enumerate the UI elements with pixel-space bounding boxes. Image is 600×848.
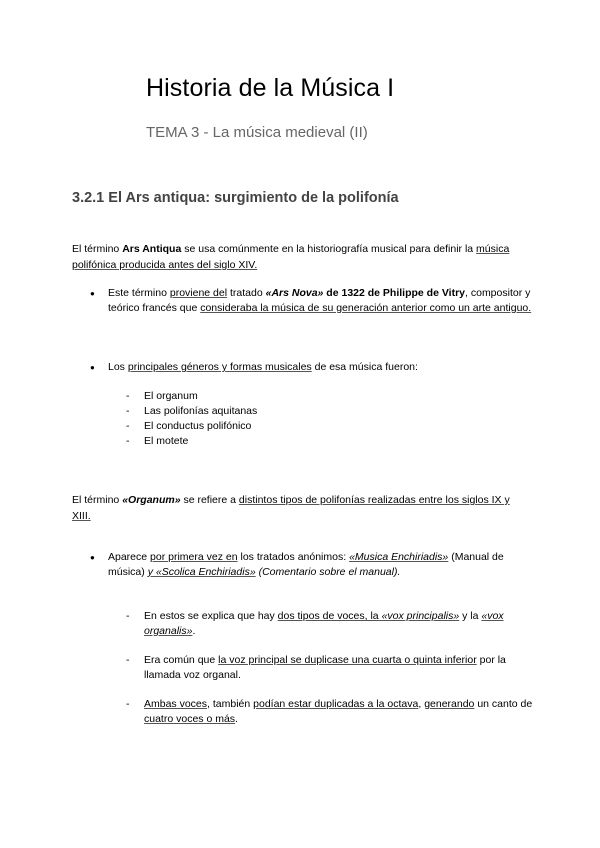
term-ars-nova: «Ars Nova» (265, 287, 324, 299)
text: por la llamada voz organal. (144, 654, 506, 681)
dash-item-1 (126, 609, 534, 639)
document-title: Historia de la Música I (146, 74, 395, 102)
document-subtitle: TEMA 3 - La música medieval (II) (146, 124, 368, 141)
underlined-text: distintos tipos de polifonías realizadas entre los siglos IX y XIII. (72, 494, 510, 522)
text: los tratados anónimos: (237, 551, 350, 563)
underlined-text: principales géneros y formas musicales (127, 361, 312, 373)
underlined-text: dos tipos de voces, la (277, 610, 382, 622)
underlined-text: Ambas voces (144, 698, 208, 710)
underlined-text: proviene del (169, 287, 228, 299)
section-heading: 3.2.1 El Ars antiqua: surgimiento de la polifonía (72, 190, 399, 206)
bold-text: de 1322 de Philippe de Vitry (323, 287, 466, 299)
text: Aparece (108, 551, 151, 563)
list-item (126, 697, 534, 727)
text: se usa comúnmente en la historiografía musical para definir la (181, 243, 477, 255)
list-item (92, 550, 532, 580)
paragraph-ars-antiqua (72, 241, 530, 273)
text: (Manual de música) (108, 551, 504, 578)
dash-item-2 (126, 653, 534, 683)
list-item (126, 609, 534, 639)
underlined-text: música polifónica producida antes del siglo XIV. (72, 243, 510, 271)
underlined-text: generando (424, 698, 475, 710)
bullet-list-1 (92, 286, 532, 316)
bullet-list-3 (92, 550, 532, 580)
list-item (126, 653, 534, 683)
term-organum: «Organum» (122, 494, 181, 506)
list-item (92, 286, 532, 316)
list-item: - Las polifonías aquitanas (126, 404, 534, 419)
term-vox-organalis: «vox organalis» (144, 610, 504, 637)
underlined-text: consideraba la música de su generación anterior como un arte antiguo. (200, 302, 532, 314)
underlined-text: por primera vez en (150, 551, 238, 563)
paragraph-organum (72, 492, 530, 524)
list-item (92, 360, 532, 375)
text: Este término (108, 287, 170, 299)
text: , compositor y teórico francés que (108, 287, 531, 314)
term-ars-antiqua: Ars Antiqua (122, 243, 182, 255)
treatise-scolica-enchiriadis: y «Scolica Enchiriadis» (147, 566, 256, 578)
text: de esa música fueron: (311, 361, 418, 373)
text: Los (108, 361, 128, 373)
bullet-list-2 (92, 360, 532, 375)
text: un canto de (474, 698, 533, 710)
term-vox-principalis: «vox principalis» (381, 610, 460, 622)
underlined-text: la voz principal se duplicase una cuarta o quinta inferior (218, 654, 477, 666)
text: y la (459, 610, 482, 622)
treatise-musica-enchiriadis: «Musica Enchiriadis» (349, 551, 449, 563)
text: tratado (227, 287, 266, 299)
underlined-text: podían estar duplicadas a la octava (253, 698, 419, 710)
text: El término (72, 494, 123, 506)
italic-text: (Comentario sobre el manual). (255, 566, 401, 578)
text: . (192, 625, 196, 637)
text: , también (207, 698, 254, 710)
dash-item-3 (126, 697, 534, 727)
text: Era común que (144, 654, 219, 666)
list-item: - El organum (126, 389, 534, 404)
text: . (235, 713, 238, 725)
text: El término (72, 243, 123, 255)
text: se refiere a (180, 494, 239, 506)
text: En estos se explica que hay (144, 610, 278, 622)
list-item: - El motete (126, 434, 534, 449)
list-item: - El conductus polifónico (126, 419, 534, 434)
underlined-text: cuatro voces o más (144, 713, 236, 725)
genres-list (126, 389, 534, 449)
text: , (418, 698, 425, 710)
